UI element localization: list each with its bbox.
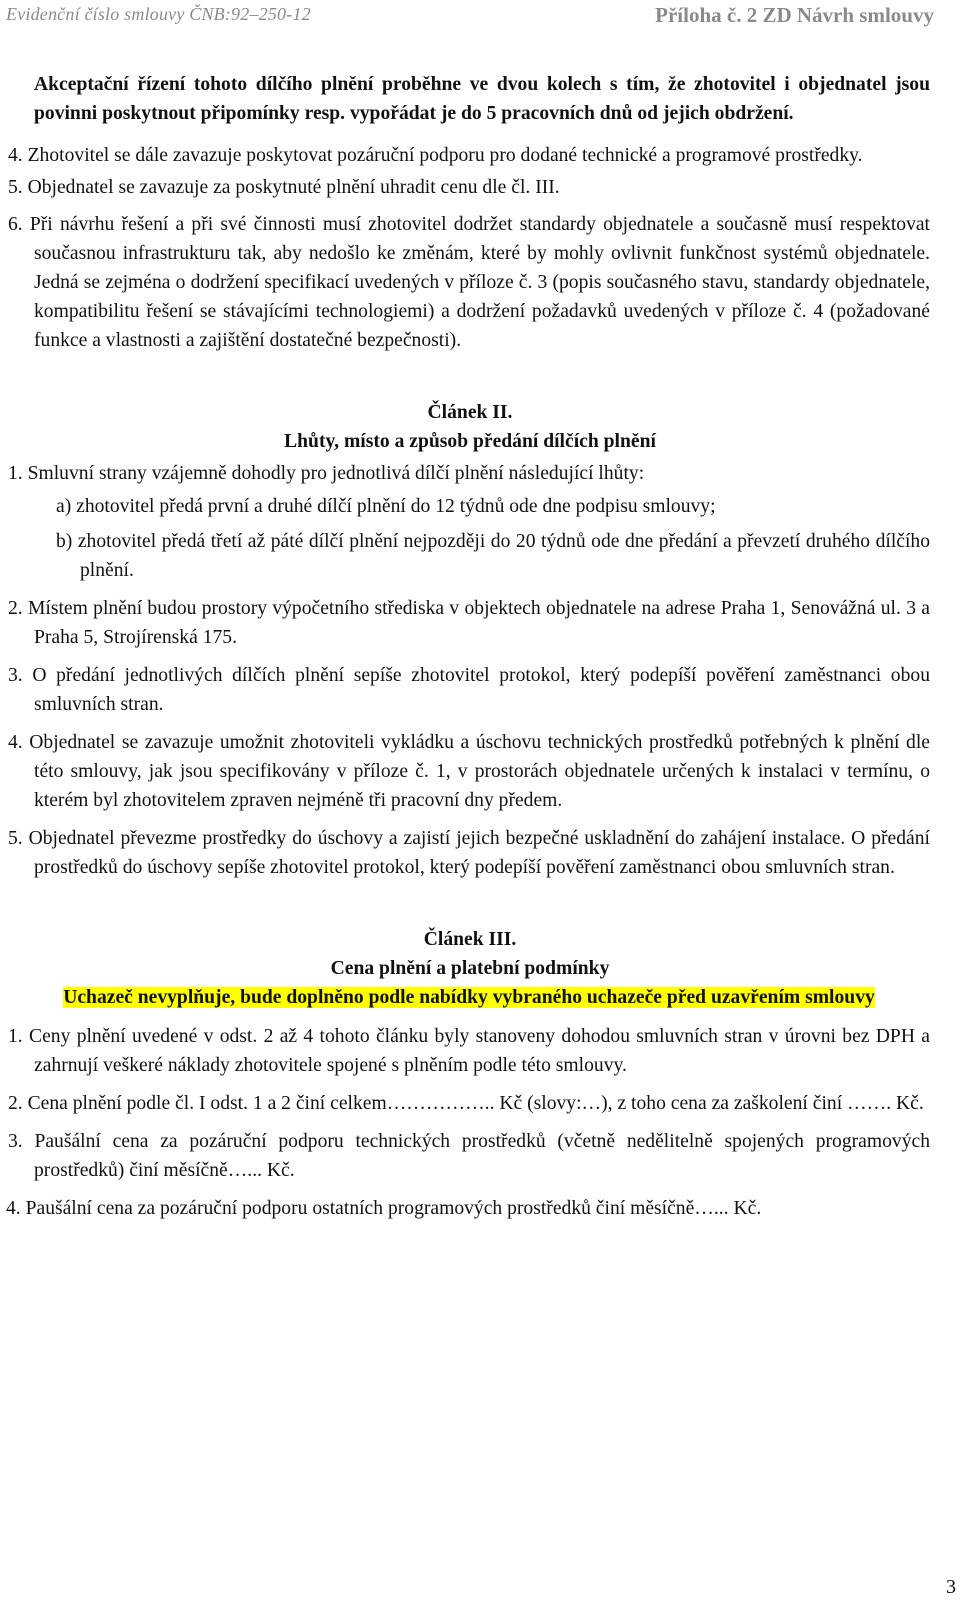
article-iii-item-2: 2. Cena plnění podle čl. I odst. 1 a 2 činí celkem…………….. Kč (slovy:…), z toho cena za zaškolení činí ……. Kč. [8,1093,924,1114]
article-iii-item-4: 4. Paušální cena za pozáruční podporu ostatních programových prostředků činí měsíčně…... Kč. [6,1198,762,1219]
article-ii-heading: Článek II. [427,402,513,423]
article-iii-note [4,983,934,1012]
contract-number: Evidenční číslo smlouvy ČNB:92–250-12 [6,4,311,24]
article-ii-item-4: 4. Objednatel se zavazuje umožnit zhotoviteli vykládku a úschovu technických prostředků potřebných k plnění dle této smlouvy, jak jsou specifikovány v příloze č. 1, v prostorách objednatele určených k instalaci v termínu, o kterém byl zhotovitelem zpraven nejméně tři pracovní dny předem. [8,732,930,811]
document-body [0,70,960,1223]
article-ii-item-5: 5. Objednatel převezme prostředky do úschovy a zajistí jejich bezpečné uskladnění do zahájení instalace. O předání prostředků do úschovy sepíše zhotovitel protokol, který podepíší pověření zaměstnanci obou smluvních stran. [8,828,930,878]
page-header [0,0,960,40]
acceptance-paragraph: Akceptační řízení tohoto dílčího plnění proběhne ve dvou kolech s tím, že zhotovitel i objednatel jsou povinni poskytnout připomínky resp. vypořádat je do 5 pracovních dnů od jejich obdržení. [34,74,930,124]
article-ii-item-2: 2. Místem plnění budou prostory výpočetního střediska v objektech objednatele na adrese Praha 1, Senovážná ul. 3 a Praha 5, Strojírenská 175. [8,598,930,648]
article-iii-heading: Článek III. [423,929,517,950]
article-ii-item-3: 3. O předání jednotlivých dílčích plnění sepíše zhotovitel protokol, který podepíší pověření zaměstnanci obou smluvních stran. [8,665,930,715]
article-i-item-6: 6. Při návrhu řešení a při své činnosti musí zhotovitel dodržet standardy objednatele a současně musí respektovat současnou infrastrukturu tak, aby nedošlo ke změnám, které by mohly ovlivnit funkčnost systémů objednatele. Jedná se zejména o dodržení specifikací uvedených v příloze č. 3 (popis současného stavu, standardy objednatele, kompatibilitu řešení se stávajícími technologiemi) a dodržení požadavků uvedených v příloze č. 4 (požadované funkce a vlastnosti a zajištění dostatečné bezpečnosti). [8,214,930,351]
attachment-title: Příloha č. 2 ZD Návrh smlouvy [655,3,934,27]
article-ii-subheading: Lhůty, místo a způsob předání dílčích plnění [284,431,656,452]
article-i-item-4: 4. Zhotovitel se dále zavazuje poskytovat pozáruční podporu pro dodané technické a programové prostředky. [8,145,863,166]
article-iii-item-1: 1. Ceny plnění uvedené v odst. 2 až 4 tohoto článku byly stanoveny dohodou smluvních stran v úrovni bez DPH a zahrnují veškeré náklady zhotovitele spojené s plněním podle této smlouvy. [8,1026,930,1076]
article-iii-subheading: Cena plnění a platební podmínky [330,958,610,979]
article-ii-item-1: 1. Smluvní strany vzájemně dohodly pro jednotlivá dílčí plnění následující lhůty: [8,463,645,484]
article-ii-item-1a: a) zhotovitel předá první a druhé dílčí plnění do 12 týdnů ode dne podpisu smlouvy; [56,496,716,517]
page-number: 3 [946,1576,956,1598]
article-iii-item-3: 3. Paušální cena za pozáruční podporu technických prostředků (včetně nedělitelně spojených programových prostředků) činí měsíčně…... Kč. [8,1131,930,1181]
article-i-item-5: 5. Objednatel se zavazuje za poskytnuté plnění uhradit cenu dle čl. III. [8,177,560,198]
article-ii-item-1b: b) zhotovitel předá třetí až páté dílčí plnění nejpozději do 20 týdnů ode dne předání a převzetí druhého dílčího plnění. [56,531,930,581]
bidder-note-highlight: Uchazeč nevyplňuje, bude doplněno podle nabídky vybraného uchazeče před uzavřením smlouvy [63,987,875,1008]
